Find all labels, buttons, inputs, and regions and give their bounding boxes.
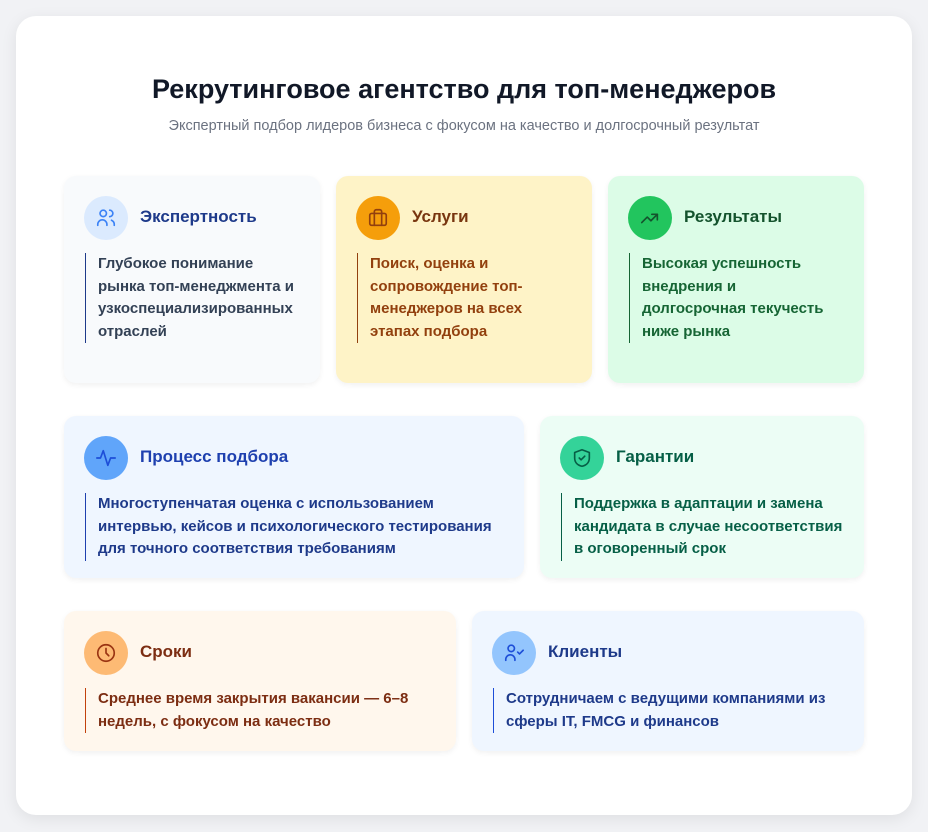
card-text: Поиск, оценка и сопровождение топ-менеджеров на всех этапах подбора (357, 253, 572, 343)
page-title: Рекрутинговое агентство для топ-менеджеров (151, 74, 777, 104)
card-title: Клиенты (548, 642, 623, 661)
user-check-icon (492, 631, 536, 675)
users-icon (84, 196, 128, 240)
card-title: Результаты (684, 207, 783, 226)
activity-icon (84, 436, 128, 480)
card-text: Поддержка в адаптации и замена кандидата в случае несоответствия в оговоренный срок (561, 493, 844, 561)
clock-icon (84, 631, 128, 675)
card-timing (64, 611, 456, 751)
trending-up-icon (628, 196, 672, 240)
card-text: Глубокое понимание рынка топ-менеджмента и узкоспециализированных отраслей (85, 253, 300, 343)
card-text: Среднее время закрытия вакансии — 6–8 недель, с фокусом на качество (85, 688, 436, 733)
card-title: Экспертность (140, 207, 257, 226)
card-text: Высокая успешность внедрения и долгосрочная текучесть ниже рынка (629, 253, 844, 343)
card-title: Процесс подбора (140, 447, 289, 466)
card-results (608, 176, 864, 383)
card-services (336, 176, 592, 383)
card-expertise (64, 176, 320, 383)
card-clients (472, 611, 864, 751)
card-title: Гарантии (616, 447, 695, 466)
card-text: Многоступенчатая оценка с использованием интервью, кейсов и психологического тестирования для точного соответствия требованиям (85, 493, 504, 561)
briefcase-icon (356, 196, 400, 240)
main-panel (16, 16, 912, 815)
shield-check-icon (560, 436, 604, 480)
card-guarantees (540, 416, 864, 578)
card-text: Сотрудничаем с ведущими компаниями из сферы IT, FMCG и финансов (493, 688, 844, 733)
card-process (64, 416, 524, 578)
card-title: Услуги (412, 207, 469, 226)
page-subtitle: Экспертный подбор лидеров бизнеса с фокусом на качество и долгосрочный результат (168, 118, 760, 134)
card-title: Сроки (140, 642, 193, 661)
